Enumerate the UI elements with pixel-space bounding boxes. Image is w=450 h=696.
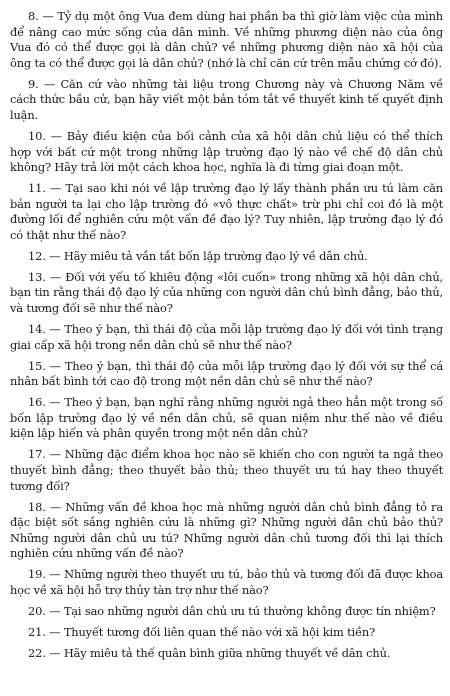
- question-21: 21. — Thuyết tương đối liên quan thế nào với xã hội kim tiền?: [28, 624, 376, 639]
- question-14: 14. — Theo ý bạn, thì thái độ của mỗi lập trường đạo lý đối với tình trạng giai cấp xã hội trong nền dân chủ sẽ như thế nào?: [10, 322, 443, 352]
- question-9: 9. — Căn cứ vào những tài liệu trong Chương này và Chương Năm về cách thức bầu cử, bạn hãy viết một bản tóm tắt về thuyết kinh tế quyết định luận.: [10, 76, 443, 122]
- question-22: 22. — Hãy miêu tả thế quân bình giữa những thuyết về dân chủ.: [28, 645, 391, 660]
- question-18: 18. — Những vấn đề khoa học mà những người dân chủ bình đẳng tỏ ra đặc biệt sốt sắng nghiên cứu là những gì? Những người dân chủ bảo thủ? Những người dân chủ ưu tú? Những người dân chủ tương đối thì lại thích nghiên cứu những vấn đề nào?: [10, 499, 443, 561]
- question-10: 10. — Bảy điều kiện của bối cảnh của xã hội dân chủ liệu có thể thích hợp với bất cứ một trong những lập trường đạo lý nào về chế độ dân chủ không? Hãy trả lời một cách khoa học, nghĩa là đi từng giai đoạn một.: [10, 128, 443, 175]
- question-13: 13. — Đối với yếu tố khiêu động «lôi cuốn» trong những xã hội dân chủ, bạn tin rằng thái độ đạo lý của những con người dân chủ bình đẳng, bảo thủ, và tương đối sẽ như thế nào?: [10, 269, 443, 316]
- question-16: 16. — Theo ý bạn, bạn nghĩ rằng những người ngả theo hẳn một trong số bốn lập trường đạo lý về nền dân chủ, sẽ quan niệm như thế nào về điều kiện lập hiến và phân quyền trong một nền dân chủ?: [10, 395, 443, 441]
- question-15: 15. — Theo ý bạn, thì thái độ của mỗi lập trường đạo lý đối với sự thể cá nhân bất bình tới cao độ trong một nền dân chủ sẽ như thế nào?: [10, 358, 443, 389]
- question-11: 11. — Tại sao khi nói về lập trường đạo lý lấy thành phần ưu tú làm căn bản người ta lại cho lập trường đó «vô thực chất» trừ phi chỉ coi đó là một đường lối để nghiên cứu một vấn đề đạo lý? Tuy nhiên, lập trường đạo lý đó có thật như thế nào?: [10, 181, 443, 242]
- question-12: 12. — Hãy miêu tả vắn tắt bốn lập trường đạo lý về dân chủ.: [28, 248, 368, 263]
- question-8: 8. — Tỷ dụ một ông Vua đem dùng hai phần ba thì giờ làm việc của mình để nâng cao mức sống của dân mình. Về những phương diện nào của ông Vua đó có thể được gọi là dân chủ? về những phương diện nào xã hội của ông ta có thể được gọi là dân chủ? (nhớ là chỉ căn cứ trên mẫu chứng cớ đó).: [10, 9, 443, 70]
- question-19: 19. — Những người theo thuyết ưu tú, bảo thủ và tương đối đã được khoa học về xã hội hỗ trợ thủy tàn trợ như thế nào?: [10, 567, 443, 597]
- question-17: 17. — Những đặc điểm khoa học nào sẽ khiến cho con người ta ngả theo thuyết bình đẳng; theo thuyết bảo thủ; theo thuyết ưu tú hay theo thuyết tương đối?: [10, 447, 443, 493]
- question-20: 20. — Tại sao những người dân chủ ưu tú thường không được tín nhiệm?: [28, 603, 436, 618]
